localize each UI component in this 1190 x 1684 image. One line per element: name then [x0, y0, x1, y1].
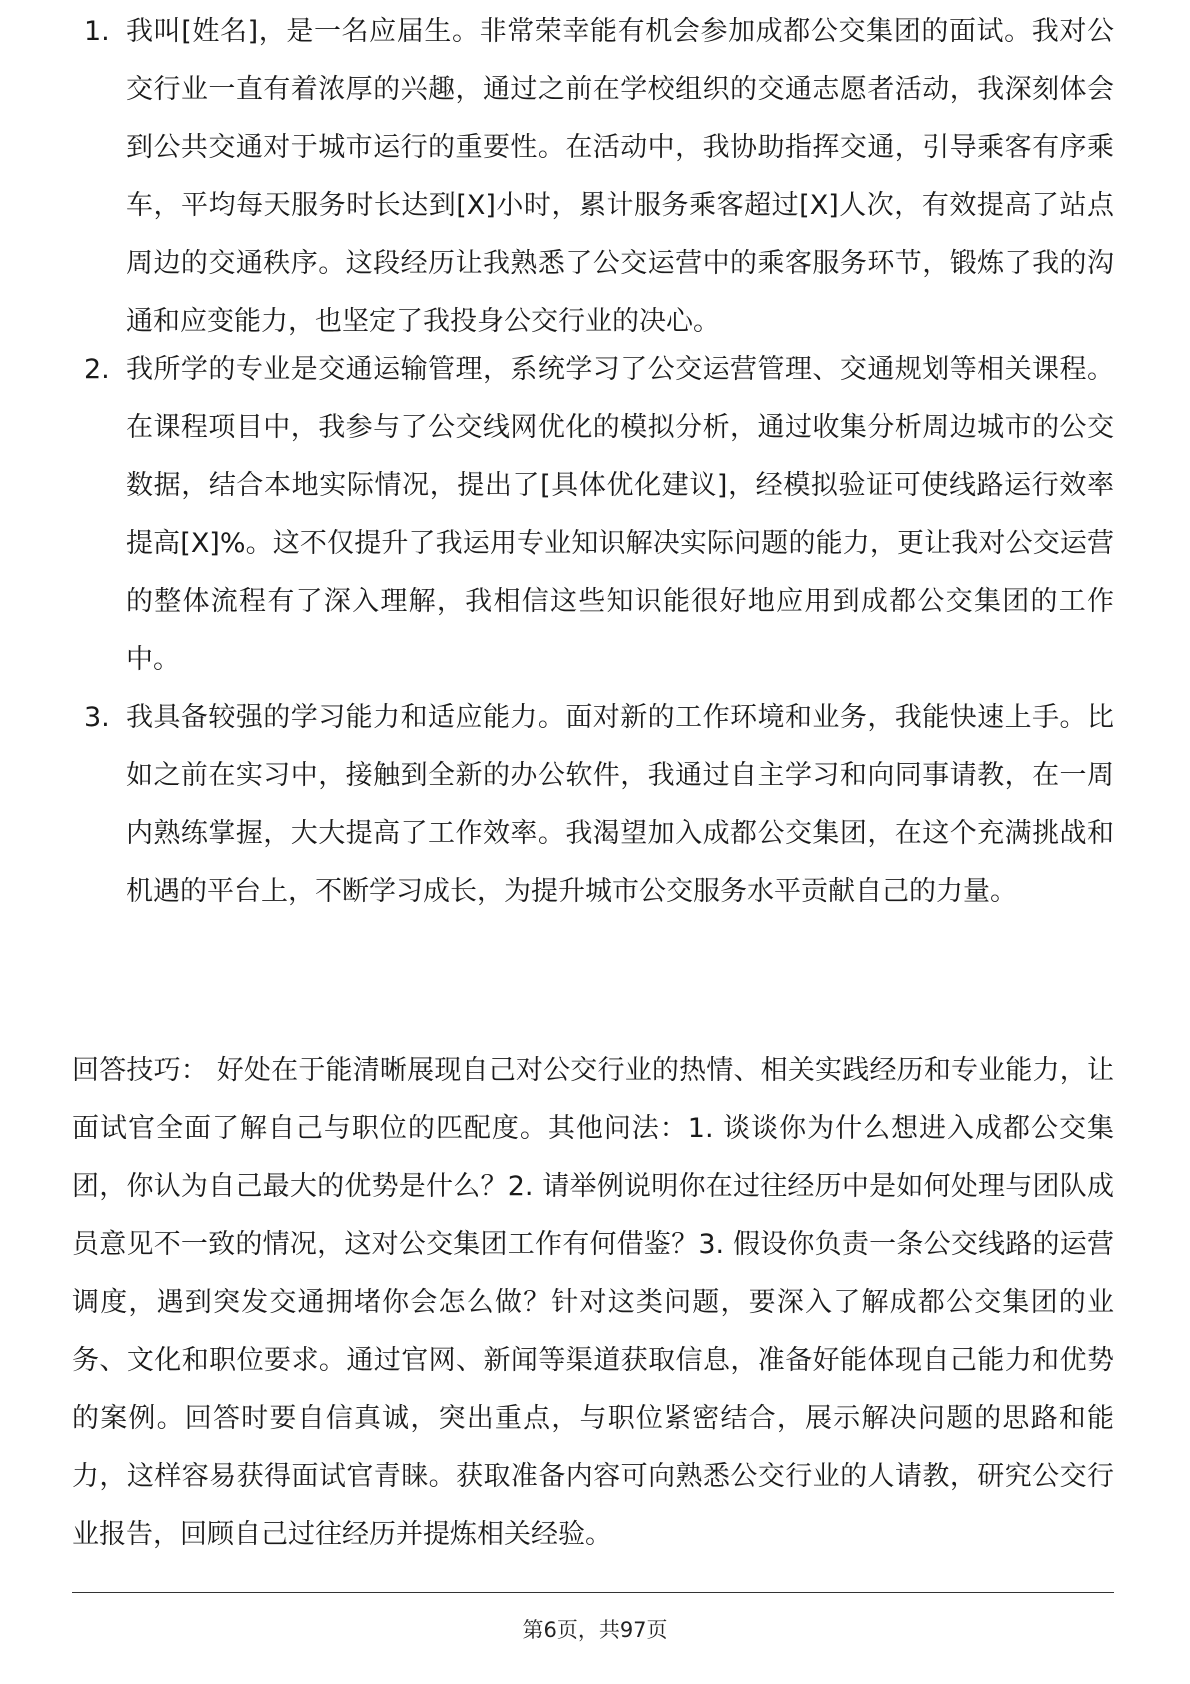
answer-tips-paragraph — [72, 1042, 1114, 1564]
answer-list — [84, 16, 1114, 921]
page-number: 第6页，共97页 — [522, 1618, 668, 1642]
tips-label: 回答技巧： — [72, 1055, 208, 1086]
list-item-number: 2. — [84, 354, 110, 385]
list-item-text: 我所学的专业是交通运输管理，系统学习了公交运营管理、交通规划等相关课程。在课程项目中，我参与了公交线网优化的模拟分析，通过收集分析周边城市的公交数据，结合本地实际情况，提出了[具体优化建议]，经模拟验证可使线路运行效率提高[X]%。这不仅提升了我运用专业知识解决实际问题的能力，更让我对公交运营的整体流程有了深入理解，我相信这些知识能很好地应用到成都公交集团的工作中。 — [126, 354, 1114, 675]
list-item-text: 我具备较强的学习能力和适应能力。面对新的工作环境和业务，我能快速上手。比如之前在实习中，接触到全新的办公软件，我通过自主学习和向同事请教，在一周内熟练掌握，大大提高了工作效率。我渴望加入成都公交集团，在这个充满挑战和机遇的平台上，不断学习成长，为提升城市公交服务水平贡献自己的力量。 — [126, 702, 1114, 907]
list-item-number: 3. — [84, 702, 110, 733]
list-item — [84, 341, 1114, 689]
list-item — [84, 3, 1114, 341]
list-item-text: 我叫[姓名]，是一名应届生。非常荣幸能有机会参加成都公交集团的面试。我对公交行业一直有着浓厚的兴趣，通过之前在学校组织的交通志愿者活动，我深刻体会到公共交通对于城市运行的重要性。在活动中，我协助指挥交通，引导乘客有序乘车，平均每天服务时长达到[X]小时，累计服务乘客超过[X]人次，有效提高了站点周边的交通秩序。这段经历让我熟悉了公交运营中的乘客服务环节，锻炼了我的沟通和应变能力，也坚定了我投身公交行业的决心。 — [126, 16, 1114, 337]
tips-text: 好处在于能清晰展现自己对公交行业的热情、相关实践经历和专业能力，让面试官全面了解自己与职位的匹配度。其他问法：1. 谈谈你为什么想进入成都公交集团，你认为自己最大的优势是什么？2. 请举例说明你在过往经历中是如何处理与团队成员意见不一致的情况，这对公交集团工作有何借鉴？3. 假设你负责一条公交线路的运营调度，遇到突发交通拥堵你会怎么做？针对这类问题，要深入了解成都公交集团的业务、文化和职位要求。通过官网、新闻等渠道获取信息，准备好能体现自己能力和优势的案例。回答时要自信真诚，突出重点，与职位紧密结合，展示解决问题的思路和能力，这样容易获得面试官青睐。获取准备内容可向熟悉公交行业的人请教，研究公交行业报告，回顾自己过往经历并提炼相关经验。 — [72, 1055, 1115, 1550]
list-item — [84, 689, 1114, 921]
footer-divider — [72, 1592, 1114, 1593]
list-item-number: 1. — [84, 16, 110, 47]
